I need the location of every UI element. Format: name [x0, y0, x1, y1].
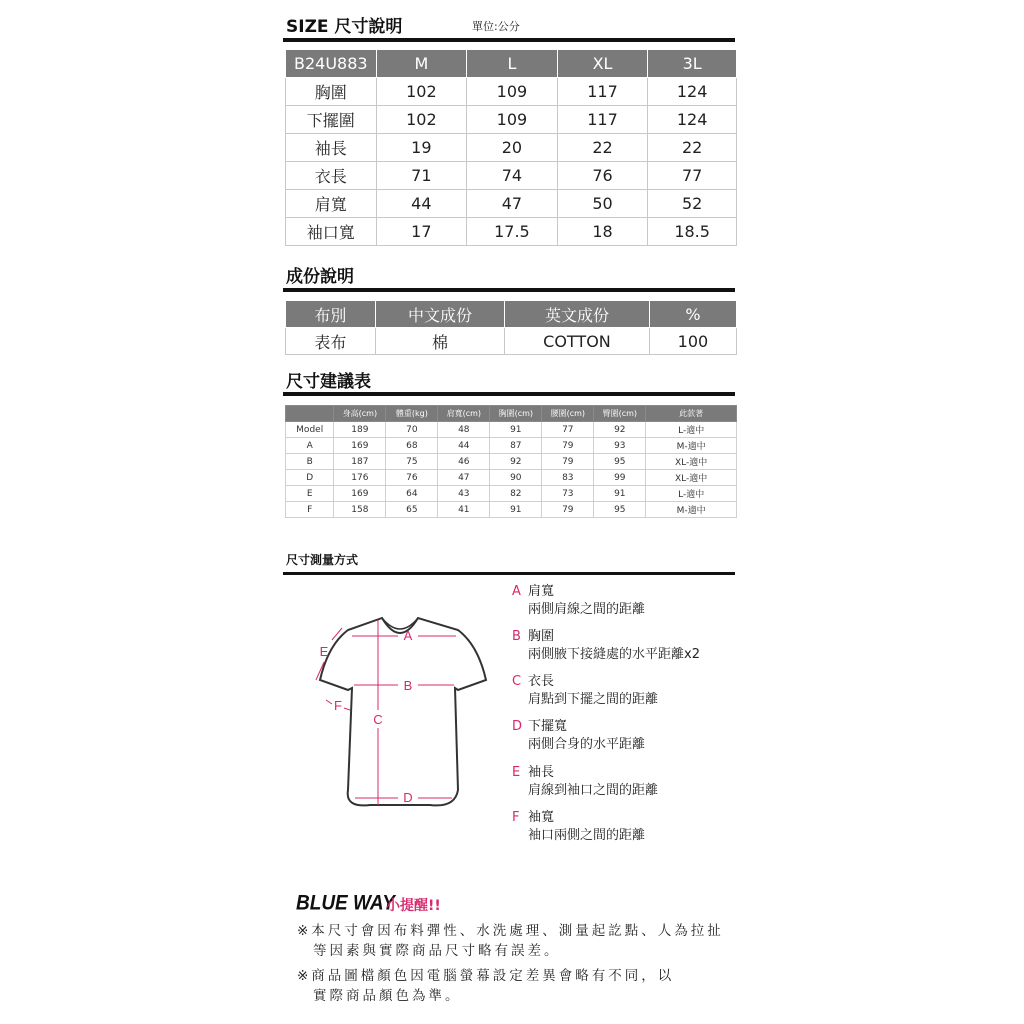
- table-row: [286, 502, 737, 518]
- table-cell: 92: [594, 422, 646, 438]
- table-cell: 70: [386, 422, 438, 438]
- table-cell: 79: [542, 438, 594, 454]
- table-cell: 169: [334, 438, 386, 454]
- fabric-table: [285, 300, 737, 355]
- legend-letter: D: [512, 719, 523, 734]
- table-cell: 117: [557, 78, 648, 106]
- table-cell: 82: [490, 486, 542, 502]
- table-header-cell: 肩寬(cm): [438, 406, 490, 422]
- table-cell: 76: [386, 470, 438, 486]
- table-header-cell: 臀圍(cm): [594, 406, 646, 422]
- table-row: [286, 470, 737, 486]
- table-cell: 44: [376, 190, 467, 218]
- note-2-line-1: ※商品圖檔顏色因電腦螢幕設定差異會略有不同，以: [297, 968, 675, 984]
- legend-desc: 肩線到袖口之間的距離: [528, 783, 659, 798]
- table-cell: 50: [557, 190, 648, 218]
- table-cell: 17: [376, 218, 467, 246]
- reminder-label: [386, 895, 441, 915]
- table-header-cell: 體重(kg): [386, 406, 438, 422]
- table-cell: 65: [386, 502, 438, 518]
- section-divider: [283, 392, 735, 396]
- table-cell: 189: [334, 422, 386, 438]
- table-header-cell: 中文成份: [375, 301, 504, 328]
- table-cell: A: [286, 438, 334, 454]
- legend-desc: 兩側肩線之間的距離: [528, 602, 646, 617]
- shirt-outline: [320, 618, 486, 805]
- table-cell: 71: [376, 162, 467, 190]
- table-row: [286, 422, 737, 438]
- table-row: [286, 106, 737, 134]
- label-e: E: [319, 644, 329, 659]
- table-cell: 124: [648, 78, 737, 106]
- table-cell: 袖長: [286, 134, 377, 162]
- table-cell: 20: [467, 134, 558, 162]
- table-cell: 袖口寬: [286, 218, 377, 246]
- table-cell: 47: [467, 190, 558, 218]
- table-cell: 93: [594, 438, 646, 454]
- line-f: [344, 708, 350, 710]
- label-d: D: [403, 790, 413, 805]
- section-divider: [283, 572, 735, 575]
- table-row: [286, 162, 737, 190]
- note-2-line-2: 實際商品顏色為準。: [313, 988, 462, 1004]
- size-title: SIZE 尺寸說明: [286, 17, 403, 37]
- table-cell: 47: [438, 470, 490, 486]
- legend-title: 袖寬: [528, 810, 555, 825]
- reminder-marks: !!: [428, 898, 441, 914]
- reminder-label-text: 小提醒: [386, 898, 428, 914]
- legend-item: [512, 809, 645, 845]
- table-cell: 75: [386, 454, 438, 470]
- table-cell: E: [286, 486, 334, 502]
- table-cell: B: [286, 454, 334, 470]
- table-cell: 68: [386, 438, 438, 454]
- reminder-note-2: [297, 966, 674, 1006]
- legend-letter: F: [512, 810, 520, 825]
- table-row: [286, 218, 737, 246]
- table-cell: 22: [648, 134, 737, 162]
- table-row: [286, 438, 737, 454]
- legend-desc: 肩點到下擺之間的距離: [528, 692, 659, 707]
- legend-desc: 袖口兩側之間的距離: [528, 828, 646, 843]
- table-header-cell: 此款著: [646, 406, 737, 422]
- table-cell: 117: [557, 106, 648, 134]
- table-cell: 102: [376, 78, 467, 106]
- table-header-cell: M: [376, 50, 467, 78]
- legend-desc: 兩側腋下接縫處的水平距離x2: [528, 647, 700, 662]
- table-cell: 91: [490, 502, 542, 518]
- table-cell: 79: [542, 502, 594, 518]
- table-cell: 95: [594, 454, 646, 470]
- legend-title: 肩寬: [528, 584, 555, 599]
- table-cell: L-適中: [646, 422, 737, 438]
- table-cell: 102: [376, 106, 467, 134]
- legend-letter: C: [512, 674, 522, 689]
- table-header-cell: L: [467, 50, 558, 78]
- legend-title: 下擺寬: [528, 719, 568, 734]
- legend-item: [512, 628, 700, 664]
- table-cell: 76: [557, 162, 648, 190]
- table-cell: 18: [557, 218, 648, 246]
- table-cell: 48: [438, 422, 490, 438]
- fabric-section-title: 成份說明: [286, 267, 354, 287]
- table-cell: 46: [438, 454, 490, 470]
- table-row: [286, 454, 737, 470]
- legend-item: [512, 583, 645, 619]
- legend-letter: B: [512, 629, 521, 644]
- label-c: C: [373, 712, 383, 727]
- table-header-cell: 腰圍(cm): [542, 406, 594, 422]
- label-a: A: [403, 628, 413, 643]
- table-row: [286, 486, 737, 502]
- table-cell: 187: [334, 454, 386, 470]
- section-divider: [283, 288, 735, 292]
- table-row: [286, 134, 737, 162]
- table-cell: 77: [648, 162, 737, 190]
- table-cell: 87: [490, 438, 542, 454]
- section-divider: [283, 38, 735, 42]
- table-cell: 91: [594, 486, 646, 502]
- legend-title: 袖長: [528, 765, 555, 780]
- table-row: [286, 78, 737, 106]
- table-cell: M-適中: [646, 438, 737, 454]
- size-section-title: [286, 12, 402, 37]
- brand-logo: BLUE WAY: [296, 891, 395, 915]
- table-cell: 肩寬: [286, 190, 377, 218]
- recommend-table: [285, 405, 737, 518]
- table-header-cell: 胸圍(cm): [490, 406, 542, 422]
- neckline: [382, 618, 418, 629]
- table-header-cell: %: [649, 301, 736, 328]
- legend-letter: A: [512, 584, 521, 599]
- table-cell: 44: [438, 438, 490, 454]
- table-header-cell: 身高(cm): [334, 406, 386, 422]
- table-cell: XL-適中: [646, 470, 737, 486]
- recommend-section-title: 尺寸建議表: [286, 372, 371, 392]
- legend-item: [512, 718, 645, 754]
- table-cell: 73: [542, 486, 594, 502]
- table-cell: COTTON: [505, 328, 650, 355]
- table-row: [286, 328, 737, 355]
- table-header-row: [286, 301, 737, 328]
- table-header-cell: 3L: [648, 50, 737, 78]
- table-header-cell: [286, 406, 334, 422]
- table-cell: 22: [557, 134, 648, 162]
- label-f: F: [334, 698, 342, 713]
- legend-letter: E: [512, 765, 521, 780]
- table-cell: 52: [648, 190, 737, 218]
- legend-item: [512, 764, 658, 800]
- table-cell: 109: [467, 106, 558, 134]
- table-cell: 83: [542, 470, 594, 486]
- tshirt-diagram: [300, 600, 500, 820]
- note-1-line-1: ※本尺寸會因布料彈性、水洗處理、測量起訖點、人為拉扯: [297, 923, 724, 939]
- label-b: B: [403, 678, 413, 693]
- table-cell: 91: [490, 422, 542, 438]
- table-header-row: [286, 50, 737, 78]
- table-cell: 158: [334, 502, 386, 518]
- table-cell: M-適中: [646, 502, 737, 518]
- legend-item: [512, 673, 658, 709]
- table-header-row: [286, 406, 737, 422]
- note-1-line-2: 等因素與實際商品尺寸略有誤差。: [313, 943, 561, 959]
- table-cell: 169: [334, 486, 386, 502]
- table-header-cell: B24U883: [286, 50, 377, 78]
- table-cell: 18.5: [648, 218, 737, 246]
- table-cell: XL-適中: [646, 454, 737, 470]
- unit-label: 單位:公分: [472, 20, 520, 33]
- measure-section-title: 尺寸測量方式: [286, 553, 359, 567]
- table-cell: D: [286, 470, 334, 486]
- table-cell: 92: [490, 454, 542, 470]
- table-cell: 64: [386, 486, 438, 502]
- table-cell: F: [286, 502, 334, 518]
- table-cell: 99: [594, 470, 646, 486]
- table-cell: 109: [467, 78, 558, 106]
- table-cell: Model: [286, 422, 334, 438]
- size-table: [285, 49, 737, 246]
- table-cell: 95: [594, 502, 646, 518]
- reminder-note-1: [297, 921, 724, 961]
- table-cell: 17.5: [467, 218, 558, 246]
- table-header-cell: XL: [557, 50, 648, 78]
- table-cell: 棉: [375, 328, 504, 355]
- table-cell: 79: [542, 454, 594, 470]
- table-header-cell: 英文成份: [505, 301, 650, 328]
- legend-title: 衣長: [528, 674, 555, 689]
- table-cell: 43: [438, 486, 490, 502]
- table-header-cell: 布別: [286, 301, 376, 328]
- legend-desc: 兩側合身的水平距離: [528, 737, 646, 752]
- legend-title: 胸圍: [528, 629, 555, 644]
- table-cell: 表布: [286, 328, 376, 355]
- table-cell: 衣長: [286, 162, 377, 190]
- table-cell: 胸圍: [286, 78, 377, 106]
- table-cell: 19: [376, 134, 467, 162]
- table-cell: L-適中: [646, 486, 737, 502]
- table-cell: 124: [648, 106, 737, 134]
- line-f: [326, 700, 332, 704]
- table-cell: 74: [467, 162, 558, 190]
- table-cell: 41: [438, 502, 490, 518]
- table-cell: 77: [542, 422, 594, 438]
- table-cell: 下擺圍: [286, 106, 377, 134]
- table-row: [286, 190, 737, 218]
- table-cell: 176: [334, 470, 386, 486]
- table-cell: 90: [490, 470, 542, 486]
- table-cell: 100: [649, 328, 736, 355]
